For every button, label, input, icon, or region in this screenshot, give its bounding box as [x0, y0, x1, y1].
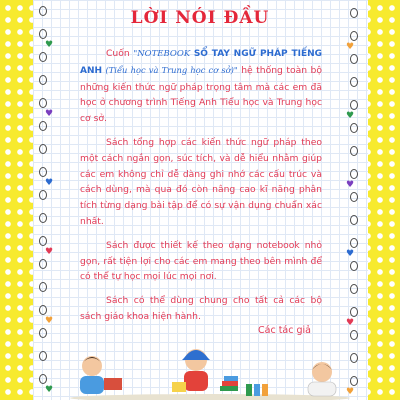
heart-icon: ♥ — [346, 249, 355, 259]
ring-icon — [39, 351, 47, 361]
signature: Các tác giả — [258, 325, 311, 336]
ring-icon — [39, 121, 47, 131]
left-child-figure — [80, 356, 122, 394]
ring-icon — [350, 330, 358, 340]
middle-child-figure — [172, 349, 210, 392]
ring-icon — [350, 100, 358, 110]
ring-icon — [350, 284, 358, 294]
ring-icon — [350, 238, 358, 248]
notebook-label: "NOTEBOOK — [133, 49, 191, 59]
ring-icon — [39, 29, 47, 39]
ring-icon — [350, 169, 358, 179]
heart-icon: ♥ — [45, 109, 54, 119]
ring-icon — [39, 328, 47, 338]
heart-icon: ♥ — [346, 387, 355, 397]
ring-icon — [39, 6, 47, 16]
ring-icon — [39, 282, 47, 292]
children-reading-illustration — [60, 340, 360, 400]
ring-icon — [350, 54, 358, 64]
heart-icon: ♥ — [45, 247, 54, 257]
ring-icon — [39, 75, 47, 85]
ring-icon — [39, 374, 47, 384]
ground-shadow — [70, 394, 350, 400]
heart-icon: ♥ — [45, 178, 54, 188]
ring-icon — [350, 192, 358, 202]
book-stack — [220, 376, 268, 396]
ring-icon — [39, 213, 47, 223]
ring-icon — [39, 190, 47, 200]
left-decoration-column — [35, 0, 55, 400]
page-title: LỜI NÓI ĐẦU — [130, 8, 270, 28]
heart-icon: ♥ — [45, 40, 54, 50]
ring-icon — [350, 307, 358, 317]
intro-prefix: Cuốn — [106, 48, 130, 59]
ring-icon — [350, 215, 358, 225]
ring-icon — [39, 259, 47, 269]
ring-icon — [39, 167, 47, 177]
heart-icon: ♥ — [45, 385, 54, 395]
ring-icon — [350, 123, 358, 133]
heart-icon: ♥ — [45, 316, 54, 326]
ring-icon — [350, 146, 358, 156]
ring-icon — [350, 8, 358, 18]
ring-icon — [350, 261, 358, 271]
heart-icon: ♥ — [346, 42, 355, 52]
heart-icon: ♥ — [346, 111, 355, 121]
ring-icon — [39, 98, 47, 108]
ring-icon — [350, 77, 358, 87]
heart-icon: ♥ — [346, 318, 355, 328]
right-child-figure — [308, 362, 336, 396]
intro-rest: hệ thống toàn bộ những kiến thức ngữ pháp trọng tâm mà các em đã học ở chương trình Tiếng Anh Tiểu học và Trung học cơ sở. — [80, 64, 323, 125]
preface-body — [80, 46, 322, 333]
ring-icon — [350, 31, 358, 41]
book-subtitle: (Tiểu học và Trung học cơ sở)" — [105, 64, 238, 75]
intro-paragraph — [80, 46, 322, 127]
heart-icon: ♥ — [346, 180, 355, 190]
paragraph-3: Sách có thể dùng chung cho tất cả các bộ sách giáo khoa hiện hành. — [80, 295, 322, 322]
paragraph-2: Sách được thiết kế theo dạng notebook nhỏ gọn, rất tiện lợi cho các em mang theo bên mình để có thể tự học mọi lúc mọi nơi. — [80, 239, 322, 283]
book-title: SỔ TAY NGỮ PHÁP TIẾNG ANH — [80, 49, 323, 76]
ring-icon — [39, 236, 47, 246]
ring-icon — [39, 144, 47, 154]
ring-icon — [39, 305, 47, 315]
paragraph-1: Sách tổng hợp các kiến thức ngữ pháp theo một cách ngắn gọn, súc tích, và dễ hiểu nhằm giúp các em không chỉ dễ dàng ghi nhớ các cấu trúc và cách dùng, mà qua đó còn nâng cao kĩ năng phân tích từng dạng bài tập để có sự vận dụng chuẩn xác nhất. — [80, 136, 322, 227]
ring-icon — [39, 52, 47, 62]
